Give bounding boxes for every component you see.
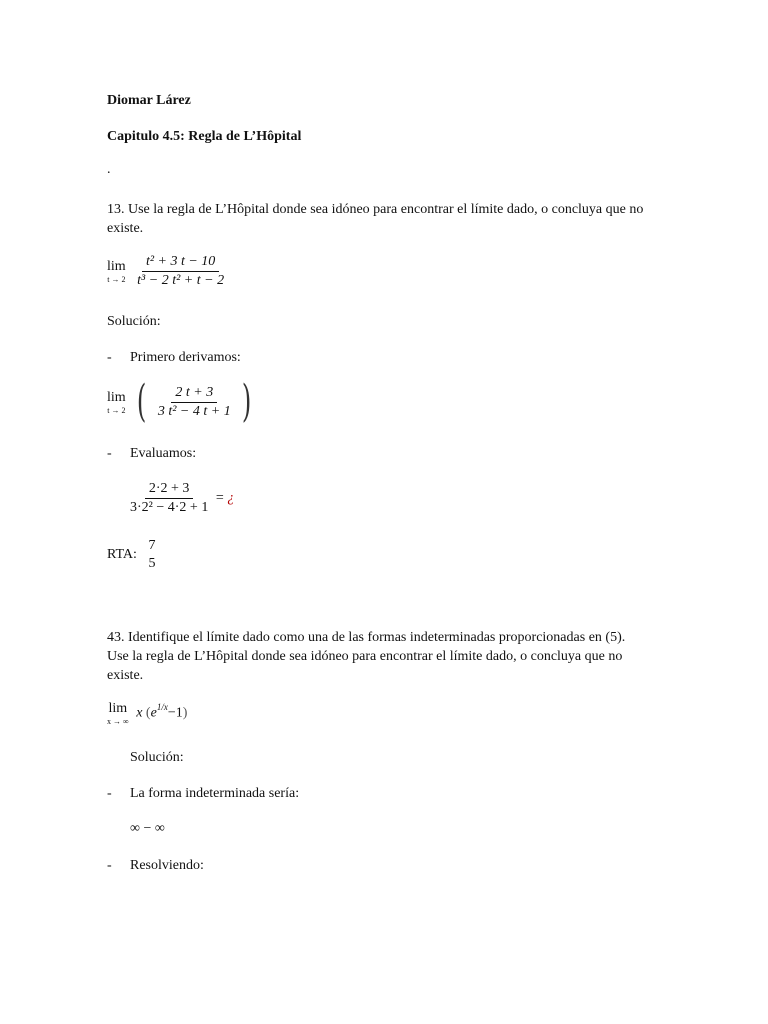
problem-13-limit-expression [107, 254, 228, 289]
indeterminate-form: ∞ − ∞ [130, 821, 165, 836]
evaluation-result-glyph: ¿ [227, 490, 235, 506]
bullet-dash: - [107, 858, 112, 873]
right-paren: ) [242, 376, 252, 427]
limit-word: lim [107, 389, 126, 405]
derivative-fraction [154, 385, 235, 420]
limit-fraction [133, 254, 228, 289]
limit-subscript: x → ∞ [107, 717, 129, 726]
bullet-dash: - [107, 446, 112, 461]
step-form-text: La forma indeterminada sería: [130, 786, 300, 801]
limit-operator [107, 259, 126, 284]
answer-label: RTA: [107, 547, 137, 562]
derivative-limit-expression [107, 376, 255, 427]
fraction-denominator: 3 t² − 4 t + 1 [157, 403, 231, 419]
left-paren: ( [145, 705, 151, 721]
fraction-numerator: 7 [148, 538, 156, 553]
solution-label-43: Solución: [130, 750, 184, 765]
step-evaluate-text: Evaluamos: [130, 446, 197, 461]
limit-subscript: t → 2 [107, 405, 126, 415]
bullet-dash: - [107, 350, 112, 365]
expression-e: e [150, 705, 157, 721]
fraction-numerator: t² + 3 t − 10 [142, 254, 219, 272]
equals-sign: = [215, 490, 224, 506]
limit-operator [107, 390, 126, 415]
answer-fraction [144, 538, 159, 572]
expression-minus-one: −1 [167, 705, 183, 721]
answer-line [107, 538, 159, 572]
problem-43-statement: 43. Identifique el límite dado como una de las formas indeterminadas proporcionadas en (5). Use la regla de L’Hôpital donde sea idóneo para encontrar el límite dado, o concluya que no existe. [107, 630, 626, 683]
fraction-numerator: 2 t + 3 [171, 385, 217, 403]
expression-x: x [136, 705, 143, 721]
left-paren: ( [137, 376, 147, 427]
limit-word: lim [108, 701, 128, 716]
chapter-title: Capitulo 4.5: Regla de L’Hôpital [107, 129, 302, 144]
author-name: Diomar Lárez [107, 93, 191, 108]
limit-word: lim [107, 259, 126, 274]
limit-operator [107, 701, 129, 726]
evaluation-fraction [126, 481, 212, 516]
fraction-denominator: t³ − 2 t² + t − 2 [137, 273, 225, 288]
right-paren: ) [182, 705, 188, 721]
expression-exponent: 1/x [156, 702, 168, 713]
solution-label-13: Solución: [107, 314, 161, 329]
evaluation-expression [126, 481, 234, 516]
bullet-dash: - [107, 786, 112, 801]
step-derive-text: Primero derivamos: [130, 350, 241, 365]
step-solving-text: Resolviendo: [130, 858, 204, 873]
problem-43-limit-expression [107, 701, 187, 726]
fraction-numerator: 2·2 + 3 [145, 481, 194, 499]
fraction-denominator: 3·2² − 4·2 + 1 [130, 500, 209, 515]
limit-subscript: t → 2 [107, 275, 126, 284]
fraction-denominator: 5 [148, 556, 156, 571]
dot-marker: . [107, 162, 111, 177]
problem-13-statement: 13. Use la regla de L’Hôpital donde sea idóneo para encontrar el límite dado, o concluya que no existe. [107, 202, 644, 236]
